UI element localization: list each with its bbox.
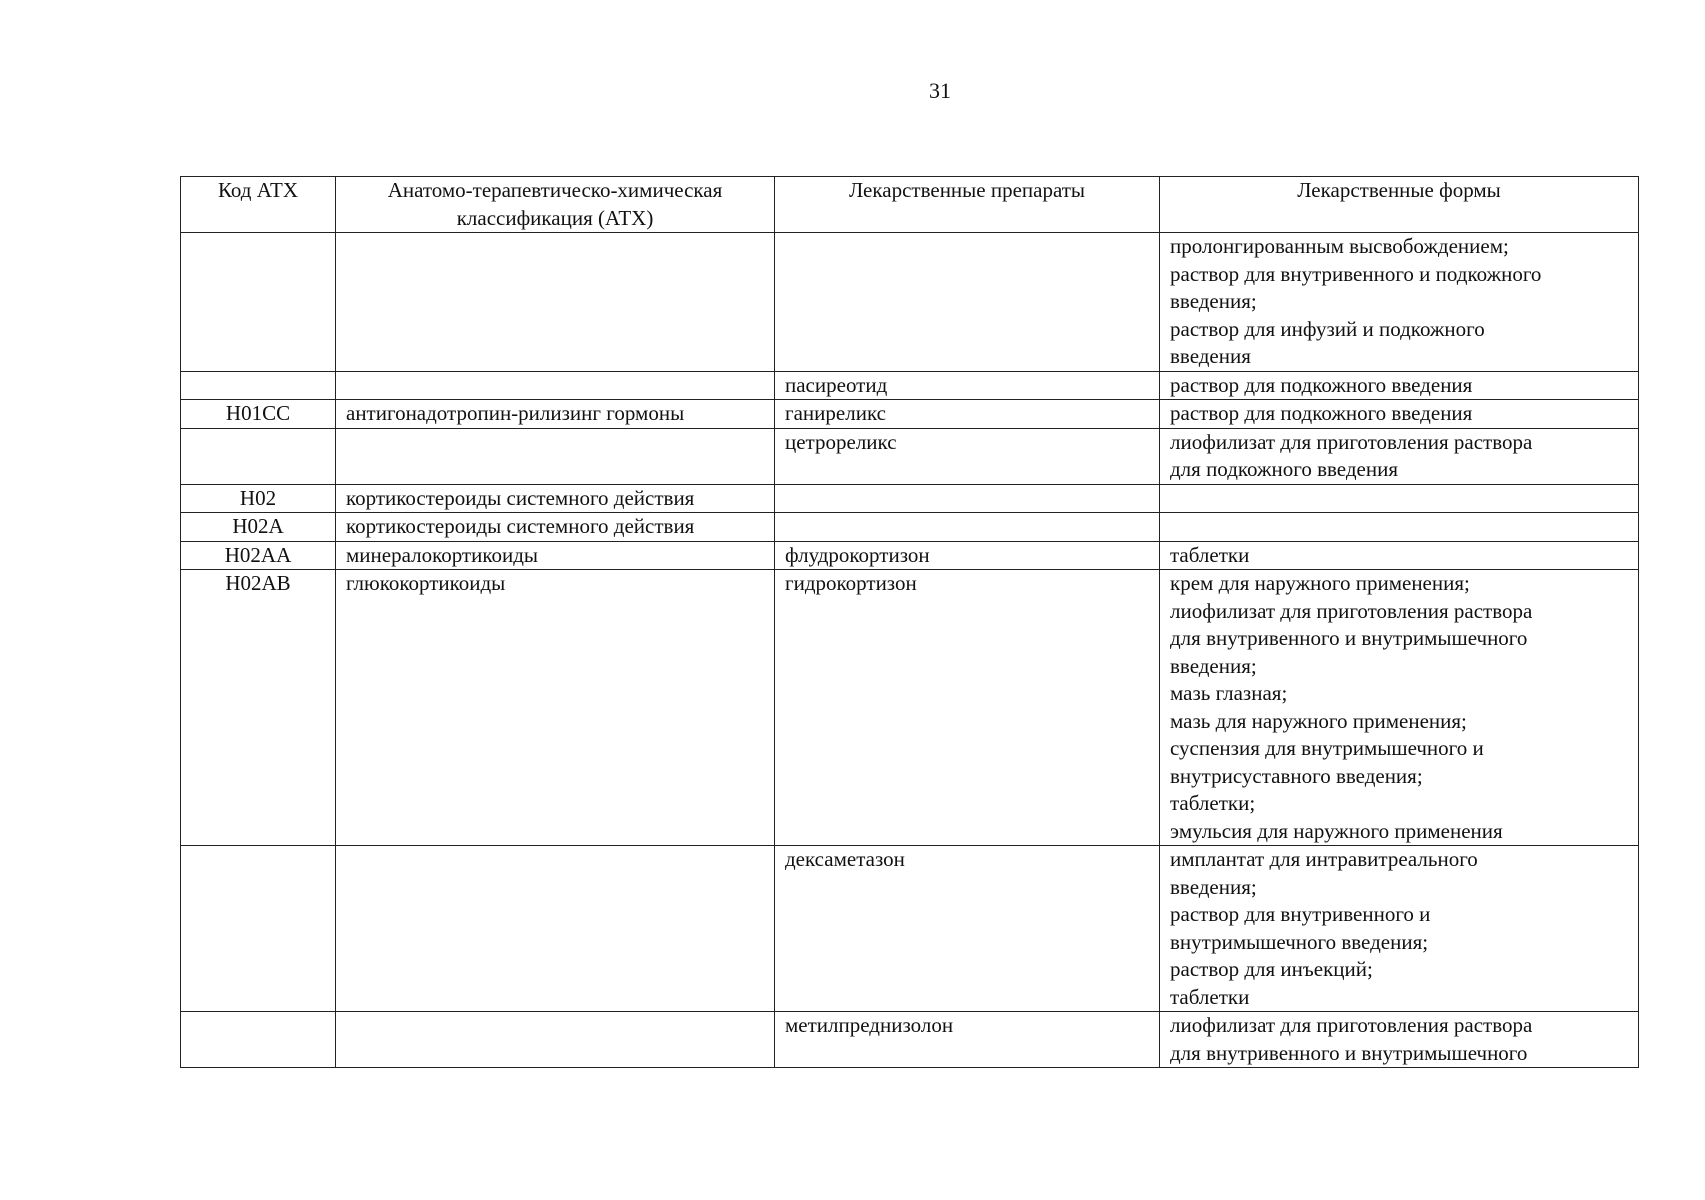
dosage-form-line: мазь для наружного применения; [1170, 708, 1467, 733]
dosage-forms-cell [1160, 846, 1639, 1012]
dosage-forms-cell [1160, 371, 1639, 400]
table-row [181, 513, 1639, 542]
drug-cell: метилпреднизолон [775, 1012, 1160, 1068]
table-body [181, 233, 1639, 1068]
atc-code-cell [181, 846, 336, 1012]
dosage-form-line: внутримышечного введения; [1170, 929, 1429, 954]
dosage-form-line: введения [1170, 344, 1251, 368]
dosage-form-line: для внутривенного и внутримышечного [1170, 626, 1528, 650]
dosage-form-line: эмульсия для наружного применения [1170, 818, 1503, 843]
atc-code-cell [181, 371, 336, 400]
header-dosage-forms: Лекарственные формы [1160, 177, 1639, 233]
dosage-form-line: раствор для подкожного введения [1170, 401, 1473, 425]
dosage-form-line: раствор для внутривенного и [1170, 902, 1431, 926]
header-drugs: Лекарственные препараты [775, 177, 1160, 233]
dosage-forms-cell [1160, 428, 1639, 484]
dosage-form-line: для внутривенного и внутримышечного [1170, 1040, 1528, 1065]
dosage-form-line: таблетки [1170, 984, 1250, 1009]
classification-cell: кортикостероиды системного действия [336, 513, 775, 542]
dosage-form-line: лиофилизат для приготовления раствора [1170, 598, 1533, 623]
atc-code-cell [181, 1012, 336, 1068]
atc-code-cell: H02AB [181, 570, 336, 846]
dosage-form-line: введения; [1170, 653, 1257, 678]
dosage-form-line: для подкожного введения [1170, 457, 1398, 481]
drug-cell: цетрореликс [775, 428, 1160, 484]
dosage-forms-cell [1160, 541, 1639, 570]
atc-code-cell: H02 [181, 484, 336, 513]
drug-cell [775, 513, 1160, 542]
drug-cell: ганиреликс [775, 400, 1160, 429]
dosage-form-line: внутрисуставного введения; [1170, 763, 1423, 788]
atc-code-cell: H01CC [181, 400, 336, 429]
dosage-form-line: мазь глазная; [1170, 681, 1288, 705]
dosage-form-line: введения; [1170, 874, 1257, 899]
classification-cell: минералокортикоиды [336, 541, 775, 570]
table-row [181, 1012, 1639, 1068]
table-row [181, 570, 1639, 846]
dosage-form-line: крем для наружного применения; [1170, 571, 1470, 595]
dosage-forms-cell [1160, 1012, 1639, 1068]
drug-cell: флудрокортизон [775, 541, 1160, 570]
dosage-form-line: раствор для инъекций; [1170, 957, 1373, 981]
classification-cell: кортикостероиды системного действия [336, 484, 775, 513]
table-row [181, 846, 1639, 1012]
dosage-forms-cell [1160, 570, 1639, 846]
atc-code-cell [181, 428, 336, 484]
table-row [181, 428, 1639, 484]
dosage-form-line: раствор для внутривенного и подкожного [1170, 261, 1542, 286]
classification-cell [336, 371, 775, 400]
atc-code-cell [181, 233, 336, 372]
drug-cell [775, 233, 1160, 372]
dosage-form-line: раствор для инфузий и подкожного [1170, 316, 1485, 341]
table-row [181, 233, 1639, 372]
classification-cell [336, 233, 775, 372]
table-header-row [181, 177, 1639, 233]
dosage-forms-cell [1160, 233, 1639, 372]
table-row [181, 541, 1639, 570]
dosage-form-line: таблетки [1170, 542, 1250, 567]
drug-cell [775, 484, 1160, 513]
classification-cell [336, 428, 775, 484]
classification-cell: антигонадотропин-рилизинг гормоны [336, 400, 775, 429]
dosage-form-line: лиофилизат для приготовления раствора [1170, 429, 1533, 454]
atc-code-cell: H02A [181, 513, 336, 542]
drug-cell: гидрокортизон [775, 570, 1160, 846]
dosage-forms-cell [1160, 484, 1639, 513]
table-row [181, 484, 1639, 513]
drug-cell: пасиреотид [775, 371, 1160, 400]
table-row [181, 400, 1639, 429]
drug-cell: дексаметазон [775, 846, 1160, 1012]
dosage-form-line: пролонгированным высвобождением; [1170, 234, 1509, 258]
classification-cell [336, 1012, 775, 1068]
header-classification: Анатомо-терапевтическо-химическая классификация (АТХ) [336, 177, 775, 233]
classification-cell [336, 846, 775, 1012]
dosage-form-line: имплантат для интравитреального [1170, 847, 1478, 871]
page-number: 31 [929, 78, 951, 103]
dosage-form-line: лиофилизат для приготовления раствора [1170, 1013, 1533, 1037]
dosage-form-line: таблетки; [1170, 791, 1256, 815]
dosage-forms-cell [1160, 400, 1639, 429]
atc-code-cell: H02AA [181, 541, 336, 570]
classification-cell: глюкокортикоиды [336, 570, 775, 846]
dosage-form-line: раствор для подкожного введения [1170, 372, 1473, 397]
dosage-forms-cell [1160, 513, 1639, 542]
dosage-form-line: суспензия для внутримышечного и [1170, 736, 1484, 760]
table-row [181, 371, 1639, 400]
dosage-form-line: введения; [1170, 289, 1257, 313]
atc-table [180, 176, 1639, 1068]
header-atc-code: Код АТХ [181, 177, 336, 233]
